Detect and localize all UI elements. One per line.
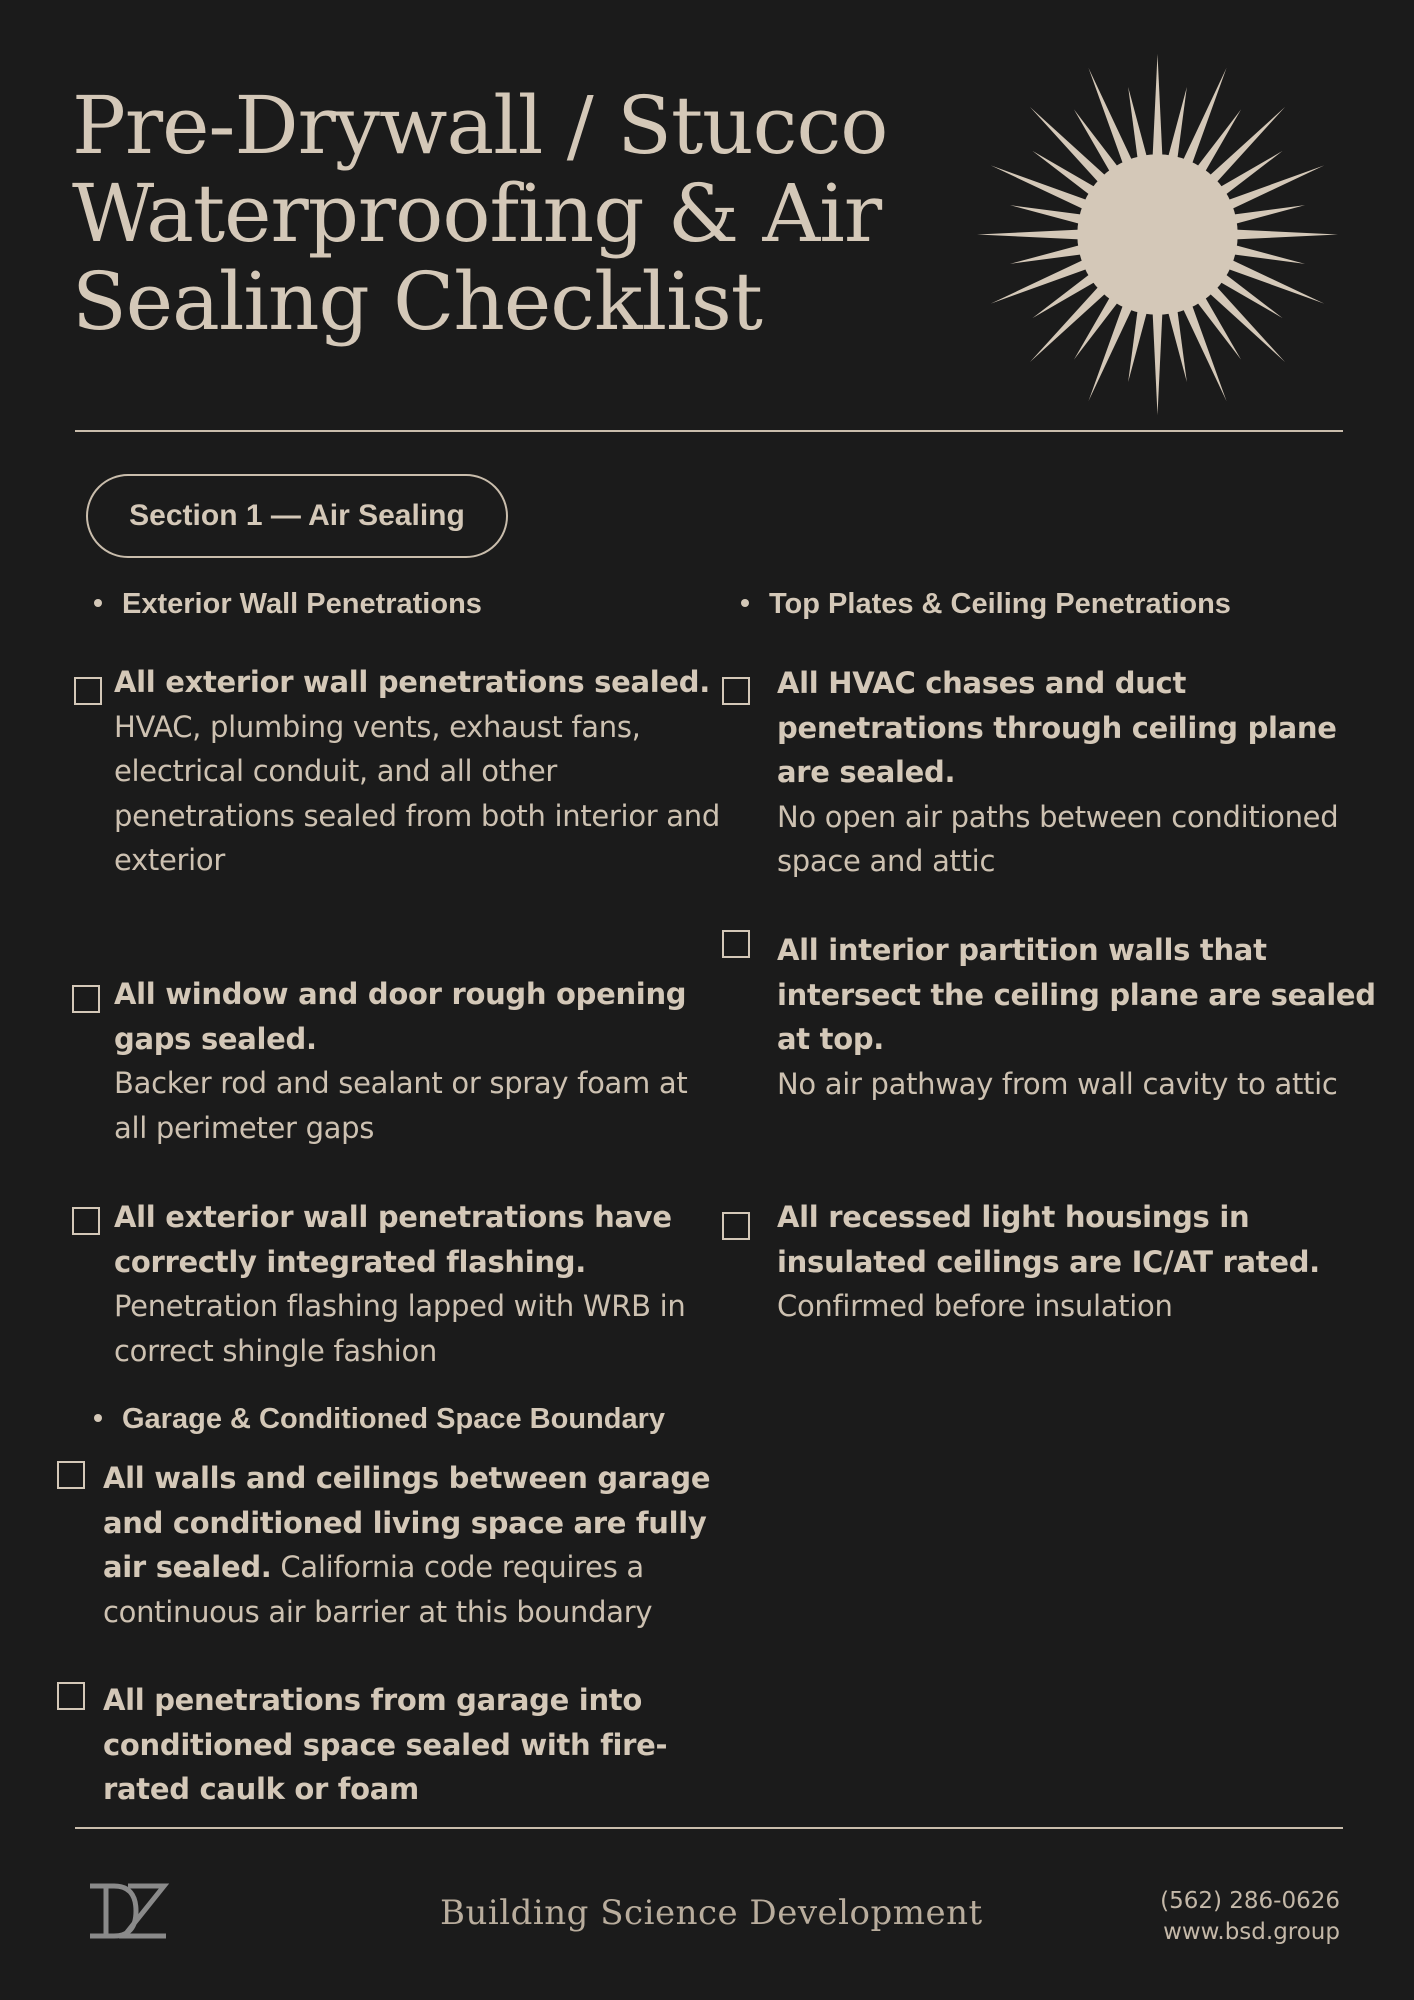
checkbox-exterior-penetrations[interactable] xyxy=(74,677,102,705)
item-title: All recessed light housings in insulated ceilings are IC/AT rated. xyxy=(777,1200,1320,1279)
sun-ray xyxy=(1010,205,1090,226)
title-line-2: Waterproofing & Air xyxy=(72,167,882,260)
sun-ray xyxy=(1227,229,1337,240)
checklist-item-window-door-gaps xyxy=(114,972,724,1150)
header-divider xyxy=(75,430,1343,432)
footer-divider xyxy=(75,1827,1343,1829)
group-heading-top-plates-text: Top Plates & Ceiling Penetrations xyxy=(769,588,1231,620)
checkbox-garage-fire-rated[interactable] xyxy=(57,1682,85,1710)
sun-ray xyxy=(1179,297,1226,401)
checklist-item-garage-air-seal xyxy=(103,1456,723,1634)
section-label: Section 1 — Air Sealing xyxy=(86,474,508,558)
item-description: California code requires a continuous air barrier at this boundary xyxy=(103,1550,653,1629)
sun-ray xyxy=(1152,304,1163,414)
group-heading-exterior-text: Exterior Wall Penetrations xyxy=(122,588,482,620)
item-title: All walls and ceilings between garage and conditioned living space are fully air sealed. xyxy=(103,1461,711,1584)
sun-ray xyxy=(977,229,1087,240)
bullet-icon xyxy=(94,599,102,607)
title-line-3: Sealing Checklist xyxy=(72,255,762,348)
sun-ray xyxy=(1166,302,1187,382)
item-description: No open air paths between conditioned space and attic xyxy=(777,799,1339,878)
checkbox-partition-walls[interactable] xyxy=(722,930,750,958)
sun-ray xyxy=(1152,54,1163,164)
group-heading-exterior xyxy=(94,588,482,621)
sun-ray xyxy=(991,256,1095,303)
checkbox-penetration-flashing[interactable] xyxy=(72,1207,100,1235)
group-heading-garage xyxy=(94,1403,665,1436)
checkbox-window-door-gaps[interactable] xyxy=(72,985,100,1013)
item-title: All HVAC chases and duct penetrations through ceiling plane are sealed. xyxy=(777,666,1337,789)
item-description: Backer rod and sealant or spray foam at all perimeter gaps xyxy=(114,1066,688,1145)
checklist-item-recessed-lights xyxy=(777,1195,1387,1329)
sun-ray xyxy=(1220,165,1324,212)
sun-ray xyxy=(1010,243,1090,264)
website-link[interactable]: www.bsd.group xyxy=(1163,1919,1340,1945)
sun-ray xyxy=(1128,87,1149,167)
company-name: Building Science Development xyxy=(440,1893,983,1933)
item-title: All interior partition walls that intersect the ceiling plane are sealed at top. xyxy=(777,933,1376,1056)
page-title xyxy=(72,79,972,348)
group-heading-top-plates xyxy=(741,588,1231,621)
checkbox-hvac-chases[interactable] xyxy=(722,677,750,705)
item-title: All window and door rough opening gaps sealed. xyxy=(114,977,687,1056)
item-description: No air pathway from wall cavity to attic xyxy=(777,1066,1338,1101)
checklist-item-garage-fire-rated xyxy=(103,1678,723,1812)
item-description: Confirmed before insulation xyxy=(777,1289,1173,1323)
checkbox-garage-air-seal[interactable] xyxy=(57,1461,85,1489)
sun-ray xyxy=(1088,297,1135,401)
sun-ray xyxy=(991,165,1095,212)
contact-info xyxy=(1160,1886,1340,1948)
sun-ray xyxy=(1088,68,1135,172)
title-line-1: Pre-Drywall / Stucco xyxy=(72,79,888,172)
checklist-item-exterior-penetrations xyxy=(114,660,724,883)
sunburst-icon xyxy=(975,52,1340,417)
sun-ray xyxy=(1220,256,1324,303)
checklist-item-hvac-chases xyxy=(777,661,1387,884)
item-description: Penetration flashing lapped with WRB in correct shingle fashion xyxy=(114,1289,686,1368)
item-title: All penetrations from garage into conditioned space sealed with fire-rated caulk or foam xyxy=(103,1683,668,1806)
checklist-item-penetration-flashing xyxy=(114,1195,724,1373)
sun-ray xyxy=(1225,205,1305,226)
sun-ray xyxy=(1225,243,1305,264)
phone-number[interactable]: (562) 286-0626 xyxy=(1160,1888,1340,1914)
item-title: All exterior wall penetrations sealed. xyxy=(114,665,710,699)
checkbox-recessed-lights[interactable] xyxy=(722,1212,750,1240)
bullet-icon xyxy=(94,1414,102,1422)
bullet-icon xyxy=(741,599,749,607)
item-description: HVAC, plumbing vents, exhaust fans, electrical conduit, and all other penetrations sealed from both interior and exterior xyxy=(114,709,720,877)
group-heading-garage-text: Garage & Conditioned Space Boundary xyxy=(122,1403,666,1435)
sun-ray xyxy=(1179,68,1226,172)
bsd-monogram-icon xyxy=(84,1880,170,1942)
sun-ray xyxy=(1166,87,1187,167)
checklist-item-partition-walls xyxy=(777,928,1387,1106)
item-title: All exterior wall penetrations have correctly integrated flashing. xyxy=(114,1200,672,1279)
sun-ray xyxy=(1128,302,1149,382)
